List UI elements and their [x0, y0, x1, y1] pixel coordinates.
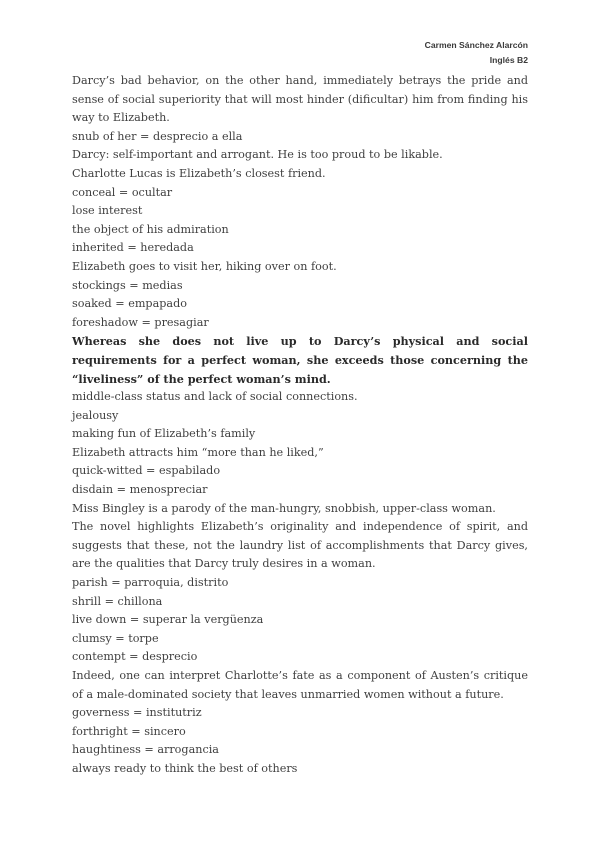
phrase-jealousy: jealousy: [72, 408, 119, 422]
phrase-object-admiration: the object of his admiration: [72, 222, 229, 236]
vocab-haughtiness: haughtiness = arrogancia: [72, 743, 219, 757]
phrase-lose-interest: lose interest: [72, 204, 143, 218]
paragraph-charlotte-fate: Indeed, one can interpret Charlotte’s fate as a component of Austen’s critique of a male-dominated society that leaves unmarried women without a future.: [72, 669, 528, 701]
vocab-foreshadow: foreshadow = presagiar: [72, 315, 209, 329]
vocab-inherited: inherited = heredada: [72, 241, 194, 255]
vocab-soaked: soaked = empapado: [72, 297, 187, 311]
vocab-forthright: forthright = sincero: [72, 724, 186, 738]
vocab-quick-witted: quick-witted = espabilado: [72, 464, 221, 478]
vocab-snub: snub of her = desprecio a ella: [72, 129, 243, 143]
page-header: [425, 38, 528, 68]
document-body: [72, 72, 528, 779]
note-charlotte: Charlotte Lucas is Elizabeth’s closest friend.: [72, 166, 326, 180]
author-name: Carmen Sánchez Alarcón: [424, 40, 528, 50]
paragraph-novel-highlights: The novel highlights Elizabeth’s originality and independence of spirit, and suggests that these, not the laundry list of accomplishments that Darcy gives, are the qualities that Darcy truly desires in a woman.: [72, 520, 528, 571]
vocab-disdain: disdain = menospreciar: [72, 483, 208, 497]
note-middle-class: middle-class status and lack of social connections.: [72, 390, 358, 404]
course-label: Inglés B2: [489, 55, 528, 65]
phrase-making-fun: making fun of Elizabeth’s family: [72, 427, 256, 441]
vocab-parish: parish = parroquia, distrito: [72, 576, 229, 590]
note-miss-bingley: Miss Bingley is a parody of the man-hungry, snobbish, upper-class woman.: [72, 501, 496, 515]
vocab-clumsy: clumsy = torpe: [72, 631, 159, 645]
note-elizabeth-visit: Elizabeth goes to visit her, hiking over on foot.: [72, 259, 337, 273]
paragraph-whereas-bold: Whereas she does not live up to Darcy’s physical and social requirements for a perfect woman, she exceeds those concerning the “liveliness” of the perfect woman’s mind.: [72, 334, 528, 386]
vocab-stockings: stockings = medias: [72, 278, 183, 292]
vocab-conceal: conceal = ocultar: [72, 185, 173, 199]
phrase-think-best: always ready to think the best of others: [72, 761, 298, 775]
note-darcy-traits: Darcy: self-important and arrogant. He is too proud to be likable.: [72, 148, 443, 162]
vocab-contempt: contempt = desprecio: [72, 650, 198, 664]
vocab-live-down: live down = superar la vergüenza: [72, 613, 264, 627]
vocab-governess: governess = institutriz: [72, 706, 202, 720]
paragraph-darcy-behavior: Darcy’s bad behavior, on the other hand, immediately betrays the pride and sense of social superiority that will most hinder (dificultar) him from finding his way to Elizabeth.: [72, 74, 528, 125]
quote-attracts-him: Elizabeth attracts him “more than he liked,”: [72, 445, 324, 459]
vocab-shrill: shrill = chillona: [72, 594, 163, 608]
